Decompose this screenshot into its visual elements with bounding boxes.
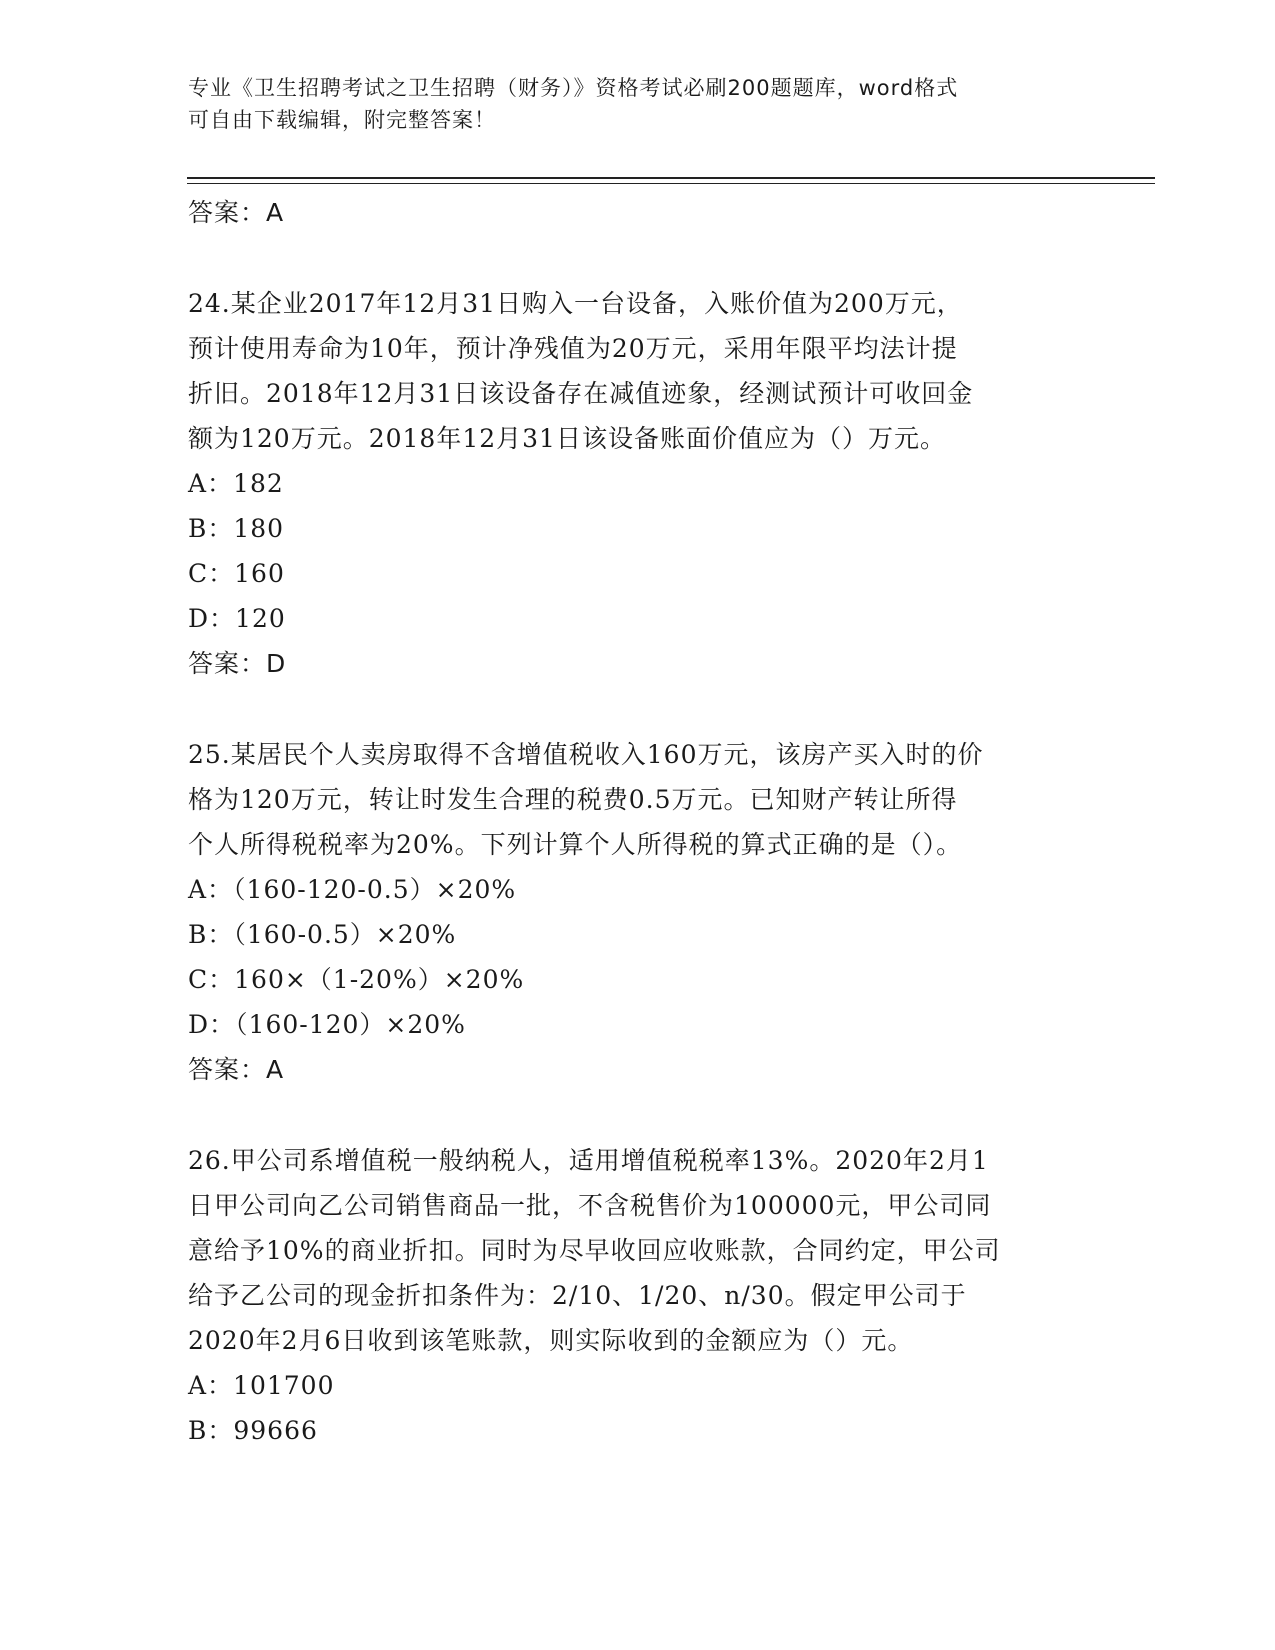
option-b: B：99666	[188, 1416, 318, 1445]
question-text-line: 2020年2月6日收到该笔账款，则实际收到的金额应为（）元。	[188, 1326, 914, 1355]
question-block	[188, 281, 1088, 686]
question-text-line: 预计使用寿命为10年，预计净残值为20万元，采用年限平均法计提	[188, 334, 958, 363]
question-text-line: 24.某企业2017年12月31日购入一台设备，入账价值为200万元，	[188, 289, 963, 318]
option-c: C：160×（1-20%）×20%	[188, 965, 525, 994]
option-a: A：（160-120-0.5）×20%	[188, 875, 517, 904]
question-text-line: 格为120万元，转让时发生合理的税费0.5万元。已知财产转让所得	[188, 785, 958, 814]
question-text-line: 额为120万元。2018年12月31日该设备账面价值应为（）万元。	[188, 424, 946, 453]
question-text-line: 日甲公司向乙公司销售商品一批，不含税售价为100000元，甲公司同	[188, 1191, 992, 1220]
option-a: A：101700	[188, 1371, 335, 1400]
header-divider-thin	[187, 183, 1155, 184]
answer-line: 答案：D	[188, 649, 287, 678]
answer-line: 答案：A	[188, 198, 285, 227]
question-block	[188, 732, 1088, 1092]
question-text-line: 给予乙公司的现金折扣条件为：2/10、1/20、n/30。假定甲公司于	[188, 1281, 967, 1310]
question-text-line: 26.甲公司系增值税一般纳税人，适用增值税税率13%。2020年2月1	[188, 1146, 989, 1175]
spacer	[188, 686, 1088, 732]
question-block	[188, 1138, 1088, 1453]
option-b: B：180	[188, 514, 285, 543]
option-d: D：（160-120）×20%	[188, 1010, 466, 1039]
option-c: C：160	[188, 559, 285, 588]
spacer	[188, 1092, 1088, 1138]
question-text-line: 25.某居民个人卖房取得不含增值税收入160万元，该房产买入时的价	[188, 740, 984, 769]
header-line-1: 专业《卫生招聘考试之卫生招聘（财务）》资格考试必刷200题题库，word格式	[188, 76, 959, 100]
option-d: D：120	[188, 604, 286, 633]
question-content	[188, 190, 1088, 1453]
question-text-line: 折旧。2018年12月31日该设备存在减值迹象，经测试预计可收回金	[188, 379, 974, 408]
question-text-line: 个人所得税税率为20%。下列计算个人所得税的算式正确的是（）。	[188, 830, 963, 859]
spacer	[188, 235, 1088, 281]
option-b: B：（160-0.5）×20%	[188, 920, 457, 949]
document-header	[188, 72, 1068, 136]
answer-line: 答案：A	[188, 1055, 285, 1084]
header-line-2: 可自由下载编辑，附完整答案！	[188, 108, 496, 132]
option-a: A：182	[188, 469, 284, 498]
header-divider-thick	[187, 177, 1155, 179]
question-text-line: 意给予10%的商业折扣。同时为尽早收回应收账款，合同约定，甲公司	[188, 1236, 1001, 1265]
